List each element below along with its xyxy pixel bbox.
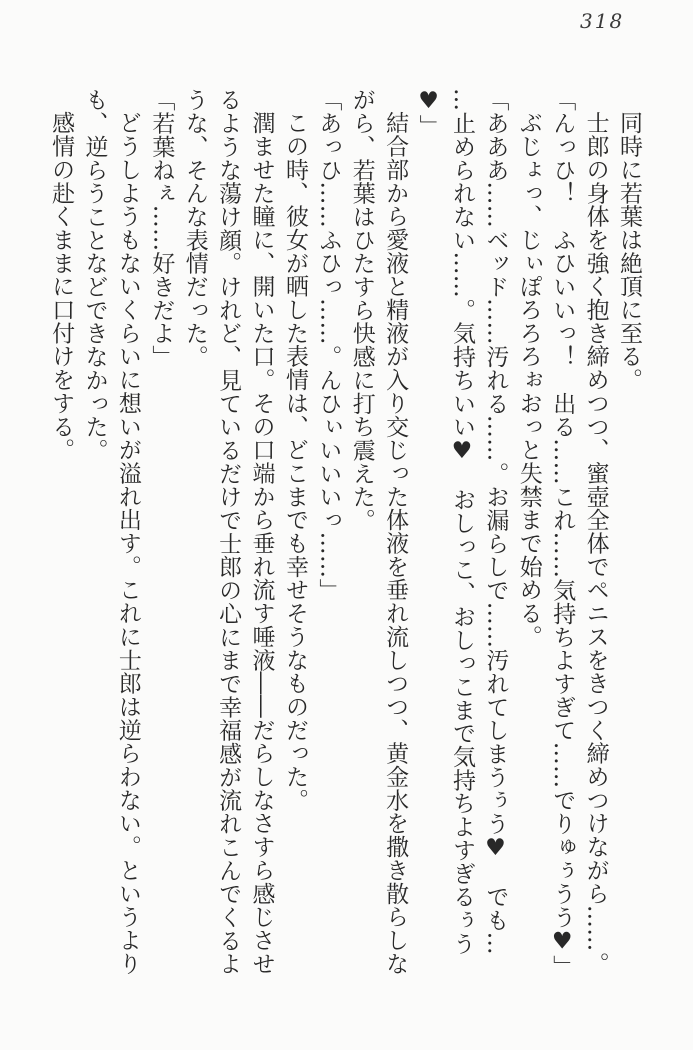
paragraph-4: ぶじょっ、じぃぽろろろぉおっと失禁まで始める。: [515, 111, 542, 649]
page-number: 318: [580, 9, 625, 33]
paragraph-8: この時、彼女が晒した表情は、どこまでも幸せそうなものだった。: [281, 111, 308, 812]
paragraph-2: 士郎の身体を強く抱き締めつつ、蜜壺全体でペニスをきつく締めつけながら……。: [582, 111, 609, 975]
paragraph-5-dialogue: 「あああ……ベッド……汚れる……。お漏らしで……汚れてしまうぅう♥ でも……止められない……。気持ちいい♥ おしっこ、おしっこまで気持ちよすぎるぅう♥」: [415, 88, 509, 955]
paragraph-9: 潤ませた瞳に、開いた口。その口端から垂れ流す唾液――だらしなさすら感じさせるような蕩け顔。けれど、見ているだけで士郎の心にまで幸福感が流れこんでくるような、そんな表情だった。: [181, 88, 275, 976]
paragraph-10-dialogue: 「若葉ねぇ……好きだよ」: [148, 88, 175, 369]
text-block: [44, 88, 645, 979]
paragraph-11: どうしようもないくらいに想いが溢れ出す。これに士郎は逆らわない。というよりも、逆らうことなどできなかった。: [81, 88, 141, 975]
paragraph-6: 結合部から愛液と精液が入り交じった体液を垂れ流しつつ、黄金水を撒き散らしながら、若葉はひたすら快感に打ち震えた。: [348, 88, 409, 975]
paragraph-1: 同時に若葉は絶頂に至る。: [616, 111, 642, 392]
paragraph-7-dialogue: 「あっひ……ふひっ……。んひぃいいいっ……」: [315, 88, 342, 602]
paragraph-3-dialogue: 「んっひ！ ふひいいっ！ 出る……これ……気持ちよすぎて……でりゅぅうう♥」: [549, 88, 576, 979]
paragraph-12: 感情の赴くままに口付けをする。: [48, 111, 75, 462]
